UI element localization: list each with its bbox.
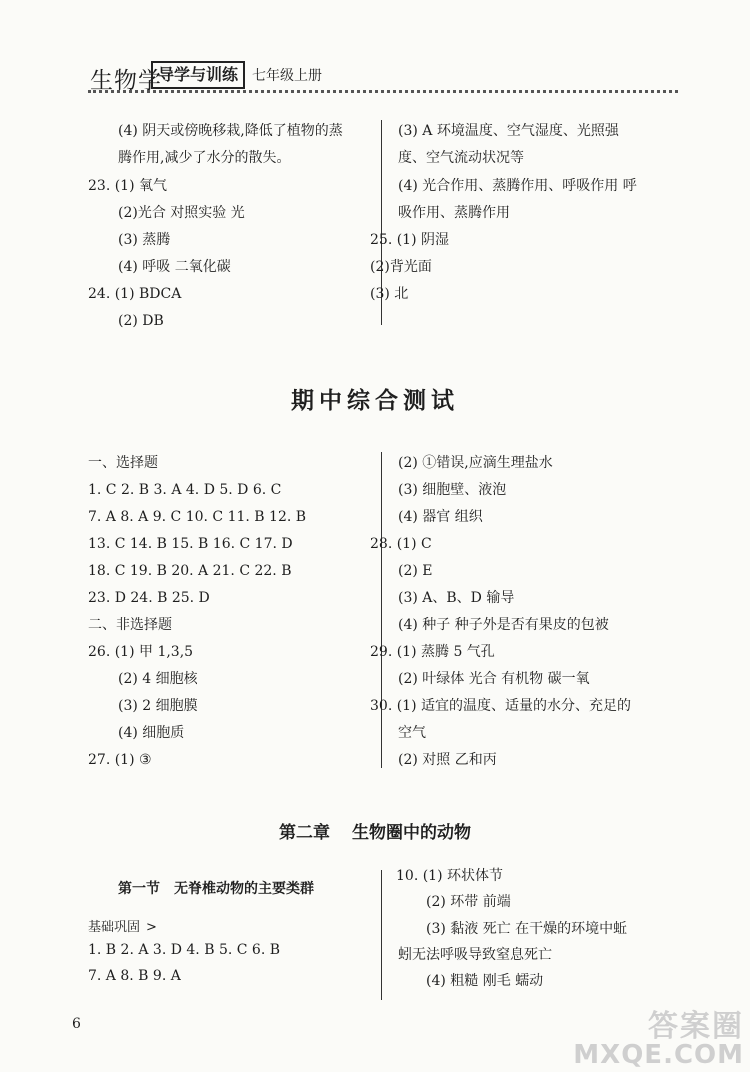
- answer-line: 1. B 2. A 3. D 4. B 5. C 6. B: [88, 942, 281, 958]
- answer-line: 7. A 8. B 9. A: [88, 968, 181, 984]
- answer-line: 28. (1) C: [370, 536, 432, 552]
- answer-line: (2)光合 对照实验 光: [118, 205, 245, 221]
- answer-line: (2) DB: [118, 313, 164, 329]
- watermark-logo: [573, 1009, 744, 1070]
- answer-line: (3) A 环境温度、空气湿度、光照强: [398, 123, 619, 139]
- answer-line: 7. A 8. A 9. C 10. C 11. B 12. B: [88, 509, 307, 525]
- answer-line: (3) 北: [370, 286, 409, 302]
- answer-line: (4) 器官 组织: [398, 509, 483, 525]
- answer-line: 30. (1) 适宜的温度、适量的水分、充足的: [370, 698, 631, 714]
- page-number: 6: [72, 1016, 81, 1032]
- basic-consolidation-label: [88, 916, 157, 935]
- answer-line: (4) 呼吸 二氧化碳: [118, 259, 231, 275]
- answer-line: 23. D 24. B 25. D: [88, 590, 210, 606]
- answer-line: 18. C 19. B 20. A 21. C 22. B: [88, 563, 292, 579]
- chevron-right-icon: >: [146, 920, 157, 935]
- answer-line: 度、空气流动状况等: [398, 150, 524, 166]
- answer-line: 26. (1) 甲 1,3,5: [88, 644, 194, 660]
- answer-line: (4) 粗糙 刚毛 蠕动: [426, 973, 544, 989]
- column-divider-chapter: [381, 870, 382, 1000]
- answer-line: 空气: [398, 725, 426, 741]
- header-title: 生物学: [90, 68, 162, 94]
- answer-line: 27. (1) ③: [88, 752, 152, 768]
- answer-line: (4) 光合作用、蒸腾作用、呼吸作用 呼: [398, 178, 637, 194]
- column-divider-midterm: [381, 452, 382, 768]
- section-name: 无脊椎动物的主要类群: [174, 881, 314, 897]
- answer-line: (2) ①错误,应滴生理盐水: [398, 455, 553, 471]
- answer-line: 29. (1) 蒸腾 5 气孔: [370, 644, 495, 660]
- answer-line: (4) 种子 种子外是否有果皮的包被: [398, 617, 609, 633]
- section-title: [118, 878, 314, 898]
- answer-line: 13. C 14. B 15. B 16. C 17. D: [88, 536, 293, 552]
- answer-line: (3) 蒸腾: [118, 232, 171, 248]
- chapter-name: 生物圈中的动物: [352, 823, 471, 843]
- answer-line: (2) 叶绿体 光合 有机物 碳一氧: [398, 671, 590, 687]
- answer-line: (2) E: [398, 563, 433, 579]
- answer-line: 二、非选择题: [88, 617, 172, 633]
- answer-line: 23. (1) 氧气: [88, 178, 167, 194]
- watermark-url: MXQE.COM: [573, 1040, 744, 1070]
- header-grade-label: 七年级上册: [252, 68, 322, 84]
- answer-line: 一、选择题: [88, 455, 158, 471]
- answer-line: (2)背光面: [370, 259, 432, 275]
- answer-line: (3) 黏液 死亡 在干燥的环境中蚯: [426, 921, 628, 937]
- answer-line: (4) 阴天或傍晚移栽,降低了植物的蒸: [118, 123, 343, 139]
- answer-line: 10. (1) 环状体节: [396, 868, 503, 884]
- answer-line: 蚓无法呼吸导致窒息死亡: [398, 947, 552, 963]
- basic-label-text: 基础巩固: [88, 920, 141, 935]
- answer-line: 腾作用,减少了水分的散失。: [118, 150, 291, 166]
- chapter-title: [0, 818, 750, 843]
- chapter-number: 第二章: [279, 823, 330, 843]
- section-number: 第一节: [118, 881, 160, 897]
- answer-line: 吸作用、蒸腾作用: [398, 205, 510, 221]
- watermark-text: 答案圈: [648, 1009, 744, 1044]
- answer-line: (2) 环带 前端: [426, 894, 511, 910]
- header-divider: [88, 90, 678, 93]
- answer-line: (3) 细胞壁、液泡: [398, 482, 507, 498]
- answer-line: 25. (1) 阴湿: [370, 232, 449, 248]
- header-series-label: 导学与训练: [151, 61, 245, 89]
- midterm-title: 期中综合测试: [291, 388, 459, 414]
- answer-line: (4) 细胞质: [118, 725, 185, 741]
- answer-line: (3) 2 细胞膜: [118, 698, 198, 714]
- answer-line: (2) 对照 乙和丙: [398, 752, 497, 768]
- answer-line: 1. C 2. B 3. A 4. D 5. D 6. C: [88, 482, 282, 498]
- answer-line: (3) A、B、D 输导: [398, 590, 515, 606]
- answer-line: 24. (1) BDCA: [88, 286, 182, 302]
- answer-line: (2) 4 细胞核: [118, 671, 198, 687]
